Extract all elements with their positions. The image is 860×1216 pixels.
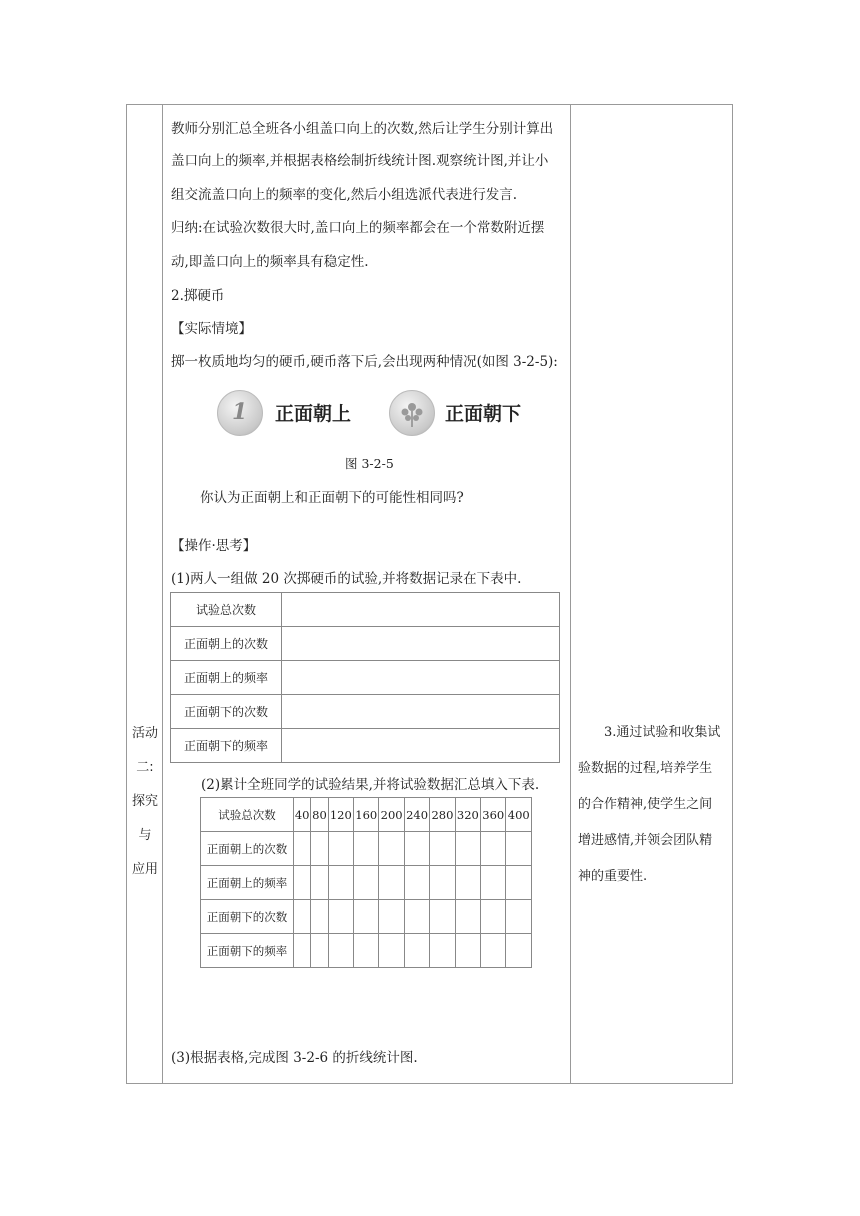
column-header: 40: [294, 798, 311, 832]
input-cell[interactable]: [404, 900, 429, 934]
paragraph-line: 归纳:在试验次数很大时,盖口向上的频率都会在一个常数附近摆: [171, 220, 545, 236]
group-record-table: [170, 592, 560, 763]
input-cell[interactable]: [311, 832, 328, 866]
input-cell[interactable]: [506, 900, 532, 934]
note-line: 神的重要性.: [578, 869, 648, 884]
question-line: 你认为正面朝上和正面朝下的可能性相同吗?: [200, 490, 464, 506]
section-tag: 【实际情境】: [171, 321, 252, 337]
input-cell[interactable]: [282, 661, 560, 695]
table-row: [201, 934, 532, 968]
input-cell[interactable]: [311, 866, 328, 900]
tails-label: 正面朝下: [445, 403, 522, 425]
column-header: 240: [404, 798, 429, 832]
coin-tails-icon: [389, 390, 435, 436]
input-cell[interactable]: [294, 934, 311, 968]
input-cell[interactable]: [481, 866, 506, 900]
input-cell[interactable]: [379, 866, 404, 900]
table-row: [201, 832, 532, 866]
table-header-row: [201, 798, 532, 832]
column-header: 160: [354, 798, 379, 832]
input-cell[interactable]: [430, 934, 455, 968]
activity-label-line: 与: [138, 828, 152, 843]
step-line: (3)根据表格,完成图 3-2-6 的折线统计图.: [171, 1050, 418, 1066]
input-cell[interactable]: [481, 900, 506, 934]
note-line: 验数据的过程,培养学生: [578, 761, 713, 776]
table-row: [171, 729, 560, 763]
input-cell[interactable]: [455, 832, 480, 866]
section-tag: 【操作·思考】: [171, 538, 257, 554]
input-cell[interactable]: [354, 934, 379, 968]
coin-heads-icon: [217, 390, 263, 436]
column-header: 120: [328, 798, 353, 832]
input-cell[interactable]: [481, 832, 506, 866]
input-cell[interactable]: [311, 934, 328, 968]
column-header: 320: [455, 798, 480, 832]
input-cell[interactable]: [379, 900, 404, 934]
input-cell[interactable]: [282, 729, 560, 763]
activity-label-line: 二:: [136, 760, 154, 775]
input-cell[interactable]: [328, 900, 353, 934]
column-header: 280: [430, 798, 455, 832]
input-cell[interactable]: [379, 832, 404, 866]
input-cell[interactable]: [430, 900, 455, 934]
input-cell[interactable]: [404, 934, 429, 968]
input-cell[interactable]: [354, 900, 379, 934]
row-header: 正面朝下的频率: [201, 934, 294, 968]
row-header: 正面朝上的频率: [171, 661, 282, 695]
row-header: 正面朝上的频率: [201, 866, 294, 900]
input-cell[interactable]: [481, 934, 506, 968]
activity-label-line: 活动: [131, 726, 158, 741]
input-cell[interactable]: [455, 934, 480, 968]
input-cell[interactable]: [404, 832, 429, 866]
step-line: (1)两人一组做 20 次掷硬币的试验,并将数据记录在下表中.: [171, 571, 522, 587]
paragraph-line: 掷一枚质地均匀的硬币,硬币落下后,会出现两种情况(如图 3-2-5):: [171, 354, 558, 370]
table-row: [201, 866, 532, 900]
table-row: [171, 593, 560, 627]
input-cell[interactable]: [282, 695, 560, 729]
row-header: 试验总次数: [171, 593, 282, 627]
heads-label: 正面朝上: [275, 403, 352, 425]
row-header: 正面朝下的频率: [171, 729, 282, 763]
input-cell[interactable]: [354, 832, 379, 866]
row-header: 正面朝下的次数: [171, 695, 282, 729]
column-header: 360: [481, 798, 506, 832]
input-cell[interactable]: [328, 832, 353, 866]
row-header: 正面朝上的次数: [201, 832, 294, 866]
column-header: 80: [311, 798, 328, 832]
left-column: [127, 105, 163, 1083]
note-line: 增进感情,并领会团队精: [578, 833, 713, 848]
input-cell[interactable]: [294, 866, 311, 900]
table-row: [171, 627, 560, 661]
input-cell[interactable]: [430, 866, 455, 900]
input-cell[interactable]: [294, 832, 311, 866]
input-cell[interactable]: [404, 866, 429, 900]
section-heading: 2.掷硬币: [171, 288, 225, 304]
input-cell[interactable]: [455, 900, 480, 934]
input-cell[interactable]: [282, 593, 560, 627]
step-line: (2)累计全班同学的试验结果,并将试验数据汇总填入下表.: [201, 777, 540, 793]
paragraph-line: 教师分别汇总全班各小组盖口向上的次数,然后让学生分别计算出: [171, 121, 554, 137]
input-cell[interactable]: [294, 900, 311, 934]
input-cell[interactable]: [354, 866, 379, 900]
class-summary-table: [200, 797, 532, 968]
input-cell[interactable]: [379, 934, 404, 968]
paragraph-line: 组交流盖口向上的频率的变化,然后小组选派代表进行发言.: [171, 187, 518, 203]
table-row: [201, 900, 532, 934]
activity-label-line: 应用: [131, 862, 158, 877]
input-cell[interactable]: [455, 866, 480, 900]
column-header: 400: [506, 798, 532, 832]
activity-label-line: 探究: [131, 794, 158, 809]
activity-label: [127, 717, 163, 887]
paragraph-line: 盖口向上的频率,并根据表格绘制折线统计图.观察统计图,并让小: [171, 153, 549, 169]
column-header: 200: [379, 798, 404, 832]
input-cell[interactable]: [506, 866, 532, 900]
input-cell[interactable]: [328, 934, 353, 968]
figure-caption: 图 3-2-5: [345, 456, 394, 471]
input-cell[interactable]: [328, 866, 353, 900]
right-column-divider: [570, 105, 571, 1083]
coin-figure: [213, 388, 563, 438]
input-cell[interactable]: [282, 627, 560, 661]
flower-icon: [390, 391, 434, 435]
input-cell[interactable]: [311, 900, 328, 934]
row-header: 正面朝下的次数: [201, 900, 294, 934]
note-line: 的合作精神,使学生之间: [578, 797, 713, 812]
table-row: [171, 661, 560, 695]
input-cell[interactable]: [506, 832, 532, 866]
column-header: 试验总次数: [201, 798, 294, 832]
paragraph-line: 动,即盖口向上的频率具有稳定性.: [171, 254, 369, 270]
coin-heads-numeral: 1: [232, 399, 248, 425]
teaching-intent-note: [578, 715, 730, 895]
input-cell[interactable]: [506, 934, 532, 968]
note-line: 3.通过试验和收集试: [604, 725, 721, 740]
input-cell[interactable]: [430, 832, 455, 866]
row-header: 正面朝上的次数: [171, 627, 282, 661]
table-row: [171, 695, 560, 729]
